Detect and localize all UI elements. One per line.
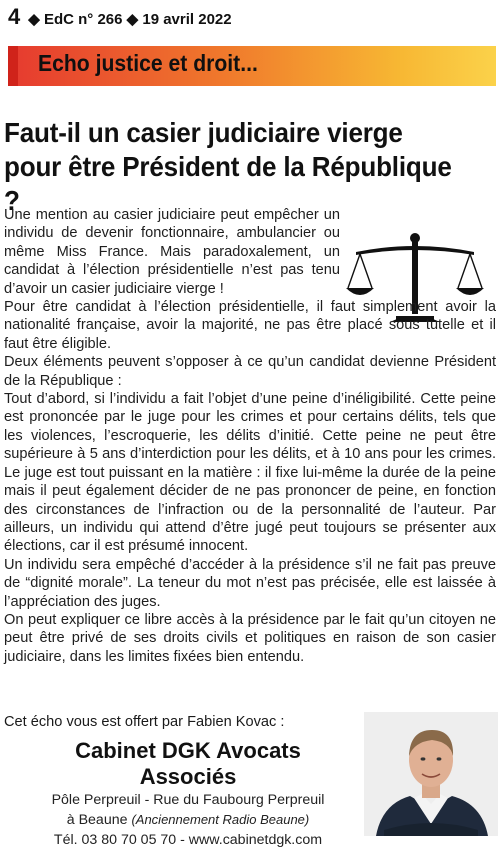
article-paragraph: On peut expliquer ce libre accès à la présidence par le fait qu’un citoyen ne peut être privé de ses droits civils et politiques en raison de son casier judiciaire, dans les limites fixées bien entendu. xyxy=(4,611,496,665)
firm-address: Pôle Perpreuil - Rue du Faubourg Perpreuil xyxy=(51,792,325,808)
firm-block xyxy=(30,738,346,850)
banner-accent xyxy=(8,46,18,86)
page-number: 4 xyxy=(8,4,21,29)
section-label: Echo justice et droit... xyxy=(38,50,258,76)
article-paragraph: Tout d’abord, si l’individu a fait l’objet d’une peine d’inéligibilité. Cette peine est prononcée par le juge pour les crimes et pour certains délits, tels que les violences, l’escroquerie, les délits d’initié. Cette peine ne peut être supérieure à 5 ans d’interdiction pour les délits, et à 10 ans pour les crimes. Le juge est tout puissant en la matière : il fixe lui-même la durée de la peine mais il peut également décider de ne pas prononcer de peine, en fonction des circonstances de l’infraction ou de la personnalité de l’auteur. Par ailleurs, un individu qui attend d’être jugé peut toujours se présenter aux élections, car il est présumé innocent. xyxy=(4,391,496,555)
issue-info: ◆ EdC n° 266 ◆ 19 avril 2022 xyxy=(28,11,232,28)
page-header xyxy=(8,4,232,30)
firm-contact: Tél. 03 80 70 05 70 - www.cabinetdgk.com xyxy=(53,832,323,848)
article-paragraph: Pour être candidat à l’élection présidentielle, il faut simplement avoir la nationalité française, avoir la majorité, ne pas être placé sous tutelle et il faut être éligible. xyxy=(4,299,496,352)
article-signature: Cet écho vous est offert par Fabien Kovac : xyxy=(4,714,285,730)
portrait-photo xyxy=(364,712,498,836)
firm-city-line xyxy=(30,810,346,830)
article-title: Faut-il un casier judiciaire vierge pour être Président de la République ? xyxy=(4,117,452,216)
article-body xyxy=(4,206,496,666)
article-intro: Une mention au casier judiciaire peut empêcher un individu de devenir fonctionnaire, ambulancier ou même Miss France. Mais paradoxalement, un candidat à l’élection présidentielle n’est pas tenu d’avoir un casier judiciaire vierge ! xyxy=(4,207,340,297)
section-banner xyxy=(8,46,496,86)
firm-city: à Beaune xyxy=(66,812,128,828)
firm-note: (Anciennement Radio Beaune) xyxy=(131,812,310,827)
article-paragraph: Un individu sera empêché d’accéder à la présidence s’il ne fait pas preuve de “dignité morale”. La teneur du mot n’est pas précisée, elle est laissée à l’appréciation des juges. xyxy=(4,556,496,610)
firm-name: Cabinet DGK Avocats Associés xyxy=(75,738,301,789)
article-paragraph: Deux éléments peuvent s’opposer à ce qu’un candidat devienne Président de la République : xyxy=(4,354,496,389)
